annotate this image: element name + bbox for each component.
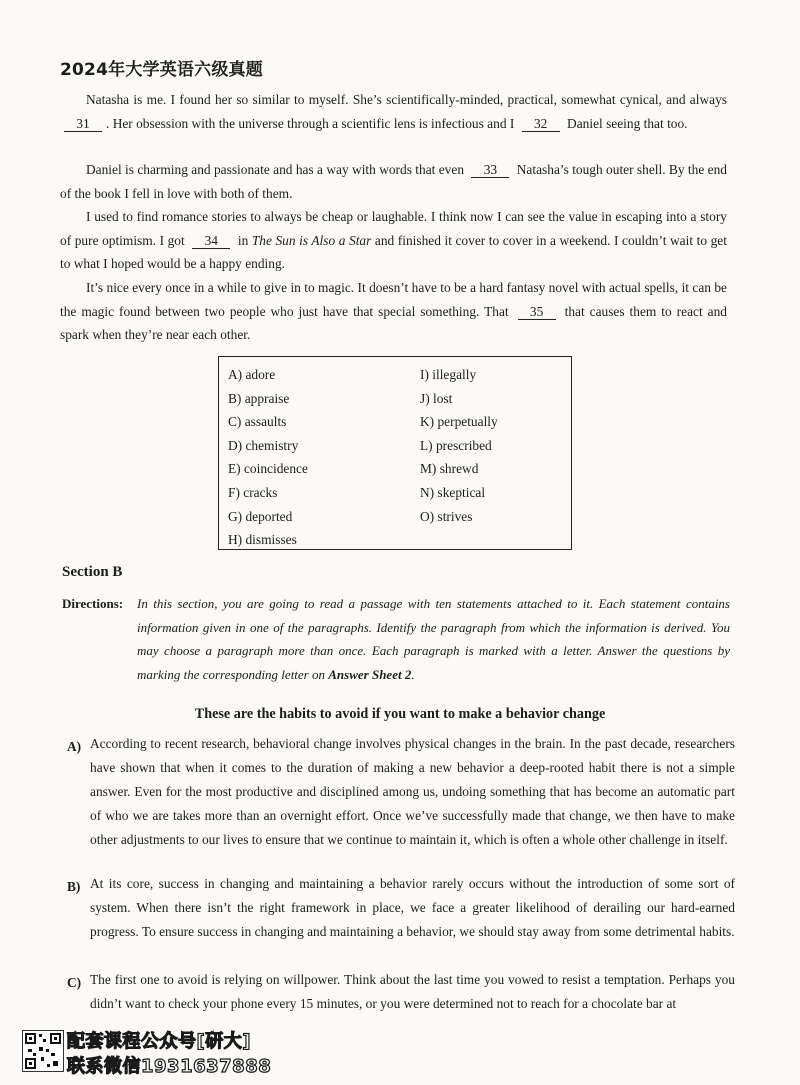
word-option: H) dismisses: [228, 532, 297, 548]
watermark-line-2: 联系微信1931637888: [67, 1056, 272, 1077]
para3-text-a: I used to find romance stories to always be cheap or laughable. I think now I can see the value in escaping into a story of pure optimism. I got: [60, 209, 727, 248]
directions-text: [137, 592, 730, 686]
word-option: M) shrewd: [420, 461, 479, 477]
para2-text-a: Daniel is charming and passionate and has a way with words that even: [86, 162, 465, 177]
passage-paragraph-1: [60, 88, 727, 135]
paragraph-b: At its core, success in changing and maintaining a behavior rarely occurs without the introduction of some sort of system. When there isn’t the right framework in place, we face a greater likelihood of derailing our hard-earned progress. To ensure success in changing and maintaining a behavior, we should stay away from some detrimental habits.: [90, 876, 735, 939]
passage-paragraph-2: [60, 158, 727, 205]
word-option: J) lost: [420, 390, 453, 406]
page-title: 2024年大学英语六级真题: [60, 60, 263, 80]
word-option: E) coincidence: [228, 461, 308, 477]
blank-31: 31: [64, 117, 102, 132]
word-option: O) strives: [420, 508, 473, 524]
blank-34: 34: [192, 234, 230, 249]
para1-text-b: . Her obsession with the universe through a scientific lens is infectious and I: [106, 115, 515, 131]
para2-text-b: Natasha’s tough outer shell. By the end of the book I fell in love with both of them.: [60, 162, 727, 201]
directions-label: Directions:: [62, 596, 124, 611]
word-bank-right-column: [420, 363, 498, 528]
paragraph-label-b: B): [67, 879, 81, 894]
paragraph-a: According to recent research, behavioral change involves physical changes in the brain. In the past decade, researchers have shown that when it comes to the duration of making a new behavior a deep-rooted habit there is not a simple answer. Even for the most productive and disciplined among us, undoing something that has become an automatic part of who we are takes more than an overnight effort. Once we’ve successfully made that change, we then have to make other adjustments to our lives to ensure that we continue to maintain it, which is often a whole other challenge in itself.: [90, 736, 735, 847]
word-bank-left-column: [228, 363, 308, 552]
word-option: N) skeptical: [420, 484, 486, 500]
para3-in: in: [237, 232, 249, 248]
passage-title: These are the habits to avoid if you want to make a behavior change: [194, 706, 606, 722]
para4-text-b: that causes them to react and spark when they’re near each other.: [60, 303, 727, 342]
blank-35: 35: [518, 305, 556, 320]
word-option: D) chemistry: [228, 437, 299, 453]
word-option: A) adore: [228, 367, 276, 382]
word-option: C) assaults: [228, 414, 287, 430]
para1-text-a: Natasha is me. I found her so similar to myself. She’s scientifically-minded, practical, somewhat cynical, and always: [86, 92, 727, 107]
watermark-line-1: 配套课程公众号[研大]: [67, 1031, 251, 1052]
blank-33: 33: [471, 163, 509, 178]
book-title: The Sun is Also a Star: [251, 232, 372, 248]
word-option: B) appraise: [228, 390, 290, 406]
passage-paragraph-3: [60, 205, 727, 276]
word-bank: [218, 356, 572, 550]
paragraph-label-c: C): [67, 975, 82, 990]
section-b-heading: Section B: [62, 564, 123, 580]
answer-sheet-ref: Answer Sheet 2: [328, 666, 412, 682]
word-option: L) prescribed: [420, 437, 492, 453]
word-option: F) cracks: [228, 484, 278, 500]
directions-body: In this section, you are going to read a passage with ten statements attached to it. Each statement contains information given in one of the paragraphs. Identify the paragraph from which the information is derived. You may choose a paragraph more than once. Each paragraph is marked with a letter. Answer the questions by marking the corresponding letter on: [137, 596, 730, 682]
word-option: I) illegally: [420, 367, 477, 382]
para3-text-b: and finished it cover to cover in a weekend. I couldn’t wait to get to what I hoped would be a happy ending.: [60, 232, 727, 271]
paragraph-c: The first one to avoid is relying on willpower. Think about the last time you vowed to resist a temptation. Perhaps you didn’t want to check your phone every 15 minutes, or you were determined not to reach for a chocolate bar at: [90, 972, 735, 1011]
passage-paragraph-4: [60, 276, 727, 347]
para1-text-c: Daniel seeing that too.: [567, 115, 688, 131]
blank-32: 32: [522, 117, 560, 132]
qr-code-icon: [22, 1030, 64, 1072]
para4-text-a: It’s nice every once in a while to give in to magic. It doesn’t have to be a hard fantasy novel with actual spells, it can be the magic found between two people who just have that special something. That: [60, 280, 727, 319]
word-option: K) perpetually: [420, 414, 498, 430]
directions-end: .: [411, 666, 415, 682]
word-option: G) deported: [228, 508, 293, 524]
paragraph-label-a: A): [67, 739, 82, 754]
